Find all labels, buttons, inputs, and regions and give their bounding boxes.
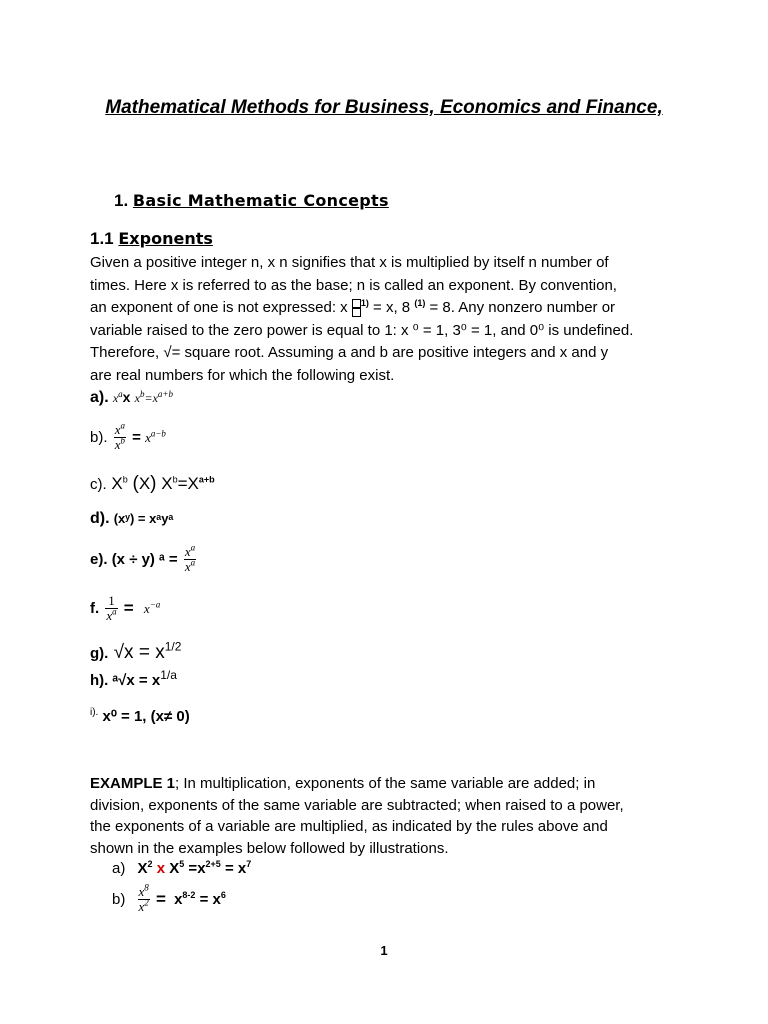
rule-e: e). (x ÷ y) ᵃ = $\frac{x^a}{x^a}$ xyxy=(90,542,196,574)
example-b: b) $\frac{x^8}{x^2}$ = $x^{8-2} = x^6$ xyxy=(112,882,226,914)
example-paragraph: EXAMPLE 1; In multiplication, exponents of the same variable are added; in division, exponents of the same variable are subtracted; when raised to a power, the exponents of a variable are multiplied, as indicated by the rules above and shown in the examples below followed by illustrations. xyxy=(90,775,624,857)
subsection-title: Exponents xyxy=(118,229,213,248)
rule-a: a). $x^ax$ $x^b=x^{a+b}$ xyxy=(90,389,173,406)
rule-i: $^{i).}$ x⁰ = 1, (x≠ 0) xyxy=(90,707,190,725)
rule-c: c). $X^b$ (X) $X^b=X^{a+b}$ xyxy=(90,473,215,494)
page-number: 1 xyxy=(380,943,388,958)
rule-g: g). $√x = x^{1/2}$ xyxy=(90,639,182,663)
example-label: EXAMPLE 1 xyxy=(90,775,176,792)
rule-b: b). $\frac{x^a}{x^b}$ = $x^{a-b}$ xyxy=(90,420,166,452)
subsection-heading-1-1 xyxy=(90,229,213,249)
section-number: 1. xyxy=(114,191,129,210)
intro-paragraph: Given a positive integer n, x n signifies that x is multiplied by itself n number of times. Here x is referred to as the base; n is called an exponent. By convention, an exponent of one is not expressed: x $^{1)}$ = x, 8 $^{(1)}$ = 8. Any nonzero number or variable raised to the zero power is equal to 1: x ⁰ = 1, 3⁰ = 1, and 0⁰ is undefined. Therefore, √= square root. Assuming a and b are positive integers and x and y are real numbers for which the following exist. xyxy=(90,254,634,384)
document-title: Mathematical Methods for Business, Economics and Finance, xyxy=(105,97,663,118)
rule-d: d). (xʸ) = xᵃyᵃ xyxy=(90,510,174,527)
placeholder-box-icon xyxy=(352,299,361,317)
subsection-number: 1.1 xyxy=(90,229,114,248)
rule-h: h). ᵃ√x = $x^{1/a}$ xyxy=(90,668,177,689)
example-a: a) $X^2$ x $X^5 =x^{2+5} = x^7$ xyxy=(112,859,252,877)
rule-f: f. $\frac{1}{x^a}$ = $x^{-a}$ xyxy=(90,593,161,623)
section-heading-1 xyxy=(114,191,389,211)
section-title: Basic Mathematic Concepts xyxy=(132,191,389,210)
